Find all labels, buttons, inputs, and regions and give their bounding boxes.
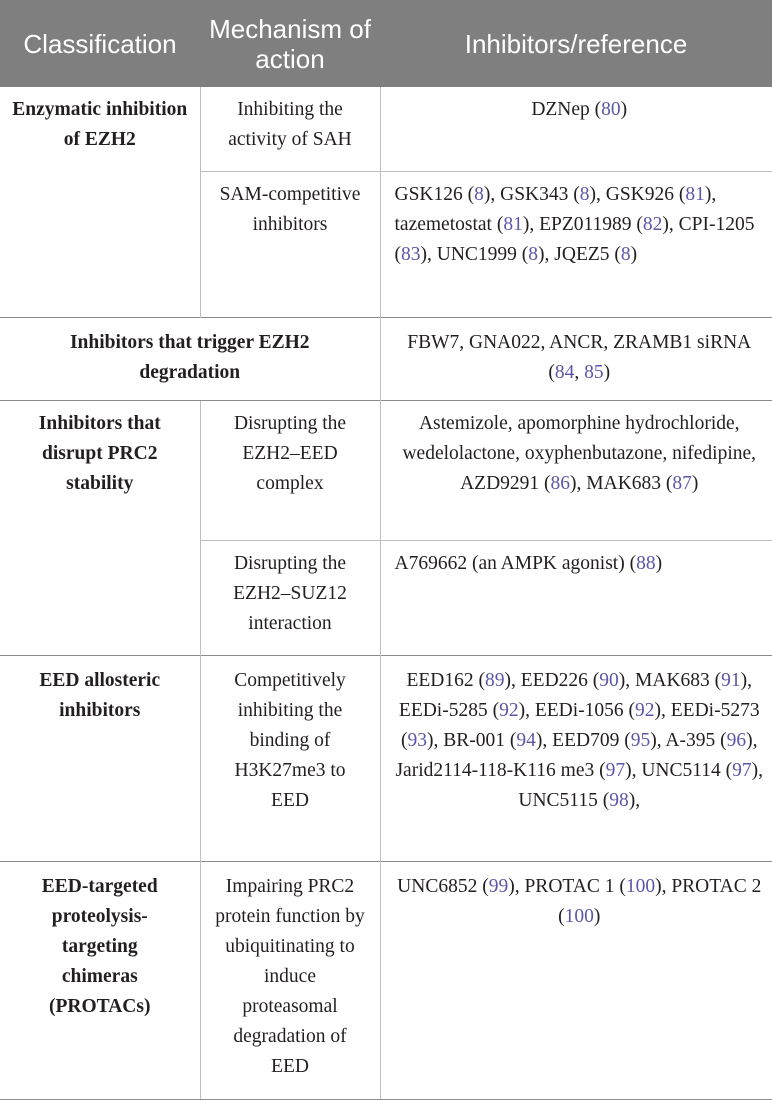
mechanism-cell: Impairing PRC2 protein function by ubiquitinating to induce proteasomal degradation of EED <box>200 861 380 1099</box>
inhibitor-text: , <box>574 361 585 383</box>
inhibitor-text: ), EED709 ( <box>535 729 631 751</box>
reference-link[interactable]: 91 <box>721 669 741 691</box>
header-mechanism: Mechanism of action <box>200 0 380 87</box>
inhibitor-text: DZNep ( <box>531 99 602 120</box>
inhibitor-text: ) <box>655 552 663 574</box>
mechanism-cell: Competitively inhibiting the binding of H3K27me3 to EED <box>200 655 380 861</box>
inhibitors-cell <box>380 540 772 655</box>
inhibitor-text: ), MAK683 ( <box>570 472 673 494</box>
header-row <box>0 0 772 87</box>
inhibitors-cell <box>380 655 772 861</box>
inhibitors-cell <box>380 400 772 540</box>
table-row <box>0 861 772 1099</box>
inhibitor-text: ), UNC5114 ( <box>625 759 733 781</box>
reference-link[interactable]: 93 <box>407 729 428 751</box>
reference-link[interactable]: 92 <box>499 699 519 721</box>
inhibitor-text: GSK126 ( <box>394 183 475 205</box>
reference-link[interactable]: 8 <box>474 183 484 205</box>
classification-cell: Inhibitors that trigger EZH2 degradation <box>0 317 380 400</box>
reference-link[interactable]: 98 <box>609 789 629 811</box>
inhibitor-text: ), EED226 ( <box>504 669 600 691</box>
reference-link[interactable]: 84 <box>554 361 575 383</box>
classification-cell: Enzymatic inhibition of EZH2 <box>12 99 188 150</box>
mechanism-cell: Disrupting the EZH2–SUZ12 interaction <box>200 540 380 655</box>
inhibitor-text: ), EEDi-5285 ( <box>398 669 753 721</box>
inhibitor-text: ), CPI-1205 ( <box>394 213 755 265</box>
inhibitor-text: ) <box>691 472 699 494</box>
inhibitor-text: ), PROTAC 1 ( <box>508 875 626 897</box>
mechanism-cell: Inhibiting the activity of SAH <box>200 87 380 171</box>
reference-link[interactable]: 95 <box>630 729 651 751</box>
reference-link[interactable]: 83 <box>401 243 421 265</box>
inhibitor-text: ) <box>593 905 601 927</box>
inhibitor-text: ), EEDi-5273 ( <box>401 699 760 751</box>
inhibitor-text: ), tazemetostat ( <box>394 183 717 235</box>
table-row <box>0 87 772 171</box>
inhibitor-text: EED162 ( <box>406 669 485 691</box>
inhibitor-text: Astemizole, apomorphine hydrochloride, wedelolactone, oxyphenbutazone, nifedipine, AZD9291 ( <box>402 412 757 494</box>
inhibitor-text: ), UNC1999 ( <box>420 243 529 265</box>
inhibitor-text: ) <box>630 243 638 265</box>
reference-link[interactable]: 8 <box>579 183 590 205</box>
reference-link[interactable]: 86 <box>550 472 571 494</box>
reference-link[interactable]: 87 <box>672 472 692 494</box>
reference-link[interactable]: 97 <box>732 759 752 781</box>
reference-link[interactable]: 80 <box>601 99 621 120</box>
inhibitor-text: ), EEDi-1056 ( <box>518 699 636 721</box>
mechanism-cell: Disrupting the EZH2–EED complex <box>200 400 380 540</box>
classification-cell: EED allosteric inhibitors <box>0 655 200 861</box>
header-classification: Classification <box>0 0 200 87</box>
mechanism-cell: SAM-competitive inhibitors <box>200 171 380 317</box>
table-row <box>0 655 772 861</box>
inhibitor-text: ), GSK343 ( <box>483 183 580 205</box>
inhibitor-text: ), EPZ011989 ( <box>522 213 643 235</box>
table-header <box>0 0 772 87</box>
classification-cell: EED-targeted proteolysis-targeting chimeras (PROTACs) <box>0 861 200 1099</box>
table-row <box>0 317 772 400</box>
header-inhibitors: Inhibitors/reference <box>380 0 772 87</box>
inhibitor-text: FBW7, GNA022, ANCR, ZRAMB1 siRNA ( <box>407 331 752 383</box>
inhibitors-cell <box>380 87 772 171</box>
reference-link[interactable]: 85 <box>584 361 604 383</box>
reference-link[interactable]: 97 <box>605 759 626 781</box>
inhibitor-text: ), UNC5115 ( <box>518 759 764 811</box>
classification-cell: Inhibitors that disrupt PRC2 stability <box>0 400 200 655</box>
inhibitor-text: ), Jarid2114-118-K116 me3 ( <box>395 729 758 781</box>
reference-link[interactable]: 8 <box>620 243 631 265</box>
reference-link[interactable]: 89 <box>485 669 505 691</box>
reference-link[interactable]: 92 <box>635 699 655 721</box>
inhibitor-text: ), BR-001 ( <box>427 729 517 751</box>
inhibitor-text: ), GSK926 ( <box>589 183 686 205</box>
reference-link[interactable]: 81 <box>685 183 705 205</box>
reference-link[interactable]: 94 <box>516 729 536 751</box>
reference-link[interactable]: 82 <box>642 213 663 235</box>
inhibitor-text: A769662 (an AMPK agonist) ( <box>394 552 637 574</box>
reference-link[interactable]: 100 <box>625 875 656 897</box>
inhibitor-text: ) <box>603 361 611 383</box>
inhibitors-cell <box>380 861 772 1099</box>
reference-link[interactable]: 99 <box>488 875 509 897</box>
inhibitor-text: ), MAK683 ( <box>618 669 722 691</box>
inhibitors-cell <box>380 317 772 400</box>
reference-link[interactable]: 90 <box>599 669 619 691</box>
inhibitor-text: ), <box>628 789 641 811</box>
reference-link[interactable]: 96 <box>726 729 747 751</box>
reference-link[interactable]: 88 <box>636 552 656 574</box>
inhibitor-text: ) <box>620 99 628 120</box>
table-row <box>0 400 772 540</box>
inhibitor-text: ), A-395 ( <box>650 729 727 751</box>
reference-link[interactable]: 8 <box>528 243 539 265</box>
inhibitors-cell <box>380 171 772 317</box>
inhibitor-text: UNC6852 ( <box>397 875 489 897</box>
reference-link[interactable]: 100 <box>564 905 594 927</box>
inhibitor-text: ), PROTAC 2 ( <box>558 875 762 927</box>
reference-link[interactable]: 81 <box>503 213 523 235</box>
inhibitor-text: ), JQEZ5 ( <box>538 243 621 265</box>
